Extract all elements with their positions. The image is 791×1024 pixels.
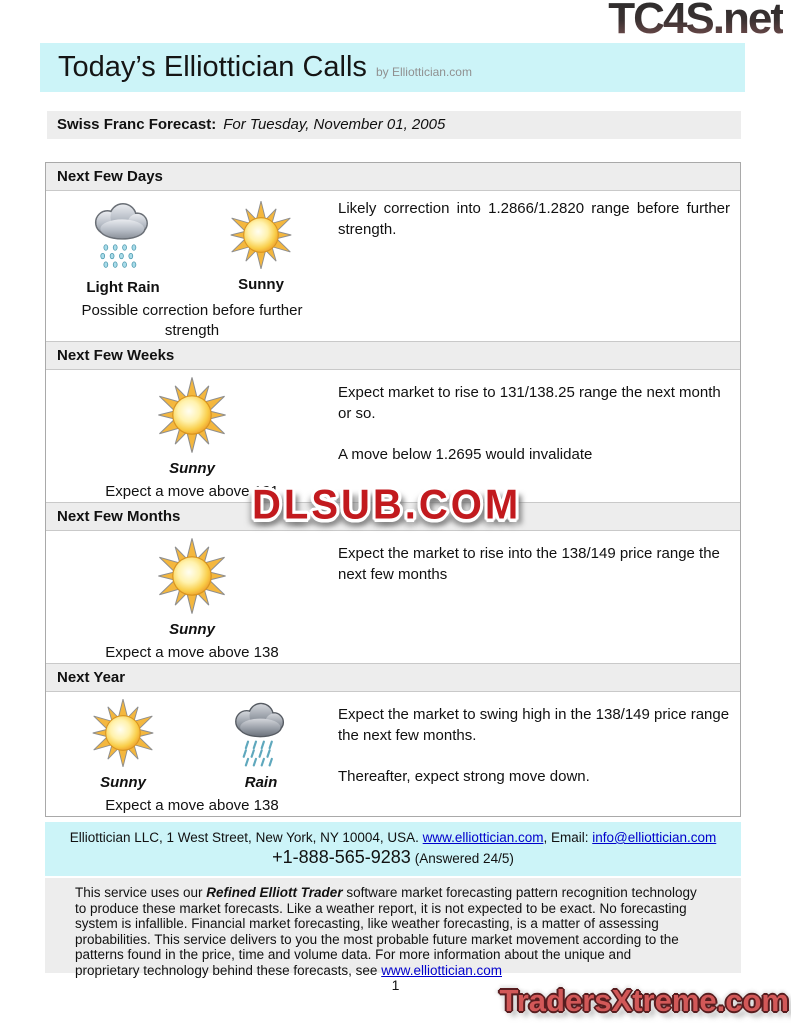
icon-column [46, 191, 338, 341]
section-caption: Expect a move above 131 [105, 483, 279, 500]
forecast-paragraph: Expect the market to swing high in the 138/149 price range the next few months. [338, 706, 730, 744]
disclaimer-text: This service uses our [75, 885, 207, 900]
footer-email-label: , Email: [543, 830, 593, 845]
phone-number: +1-888-565-9283 [272, 847, 411, 867]
section-header-next-few-days: Next Few Days [46, 163, 740, 191]
forecast-strip [47, 111, 741, 139]
light-rain-icon [84, 196, 162, 274]
icon-column [46, 531, 338, 663]
rain-icon [225, 697, 297, 769]
page-byline: by Elliottician.com [375, 65, 472, 79]
tradersxtreme-watermark: TradersXtreme.com [499, 983, 789, 1018]
page-title: Today’s Elliottician Calls [58, 51, 367, 83]
forecast-paragraph: Expect market to rise to 131/138.25 range the next month or so. [338, 384, 721, 422]
weather-cell [136, 375, 248, 477]
forecast-paragraph: Thereafter, expect strong move down. [338, 768, 590, 785]
sunny-icon [225, 199, 297, 271]
email-link[interactable]: info@elliottician.com [592, 830, 717, 845]
footer-address-line [45, 830, 741, 845]
weather-label: Sunny [169, 460, 215, 477]
sunny-icon [152, 536, 232, 616]
disclaimer-text: software market forecasting pattern recognition technology to produce these market forecasts. Like a weather report, it is not expected to be exact. No forecasting system is infallible. Financial market forecasting, like weather forecasting, is a matter of assessing probabilities. This service delivers to you the most probable future market movement according to the patterns found in the price, time and volume data. For more information about the unique and proprietary technology behind these forecasts, see [75, 885, 697, 978]
forecast-paragraph: A move below 1.2695 would invalidate [338, 446, 593, 463]
weather-label: Sunny [238, 276, 284, 293]
sunny-icon [87, 697, 159, 769]
section-header-next-few-months: Next Few Months [46, 502, 740, 531]
section-body-next-few-months [46, 531, 740, 663]
footer-phone-line [45, 847, 741, 868]
dlsub-watermark: DLSUB.COM [252, 481, 522, 529]
section-body-next-year [46, 692, 740, 816]
section-header-next-few-weeks: Next Few Weeks [46, 341, 740, 370]
forecast-paragraph: Likely correction into 1.2866/1.2820 range before further strength. [338, 200, 730, 238]
contact-footer [45, 822, 741, 876]
weather-cell [67, 196, 179, 296]
forecast-label: Swiss Franc Forecast: [57, 116, 217, 133]
disclaimer-block [45, 878, 741, 978]
section-text-column [338, 692, 740, 816]
weather-cell [205, 697, 317, 791]
page-number: 1 [391, 977, 400, 993]
section-header-next-year: Next Year [46, 663, 740, 692]
section-text-column [338, 191, 740, 341]
weather-label: Rain [244, 774, 278, 791]
footer-address: Elliottician LLC, 1 West Street, New York, NY 10004, USA. [69, 830, 423, 845]
weather-cell [205, 199, 317, 293]
phone-note: (Answered 24/5) [414, 851, 514, 866]
section-caption: Expect a move above 138 [105, 797, 279, 814]
section-text-column [338, 531, 740, 663]
weather-label: Sunny [169, 621, 215, 638]
product-name: Refined Elliott Trader [206, 885, 343, 900]
weather-cell [67, 697, 179, 791]
page-header [40, 43, 745, 92]
disclaimer-website-link[interactable]: www.elliottician.com [381, 962, 502, 978]
section-caption: Possible correction before further strength [81, 302, 303, 339]
section-body-next-few-days [46, 191, 740, 341]
website-link[interactable]: www.elliottician.com [422, 830, 544, 845]
weather-label: Sunny [100, 774, 146, 791]
weather-label: Light Rain [86, 279, 160, 296]
sunny-icon [152, 375, 232, 455]
forecast-date: For Tuesday, November 01, 2005 [223, 116, 446, 133]
forecast-paragraph: Expect the market to rise into the 138/149 price range the next few months [338, 545, 720, 583]
weather-cell [136, 536, 248, 638]
icon-column [46, 692, 338, 816]
tc4s-logo-watermark: TC4S.net [608, 0, 783, 44]
section-caption: Expect a move above 138 [105, 644, 279, 661]
